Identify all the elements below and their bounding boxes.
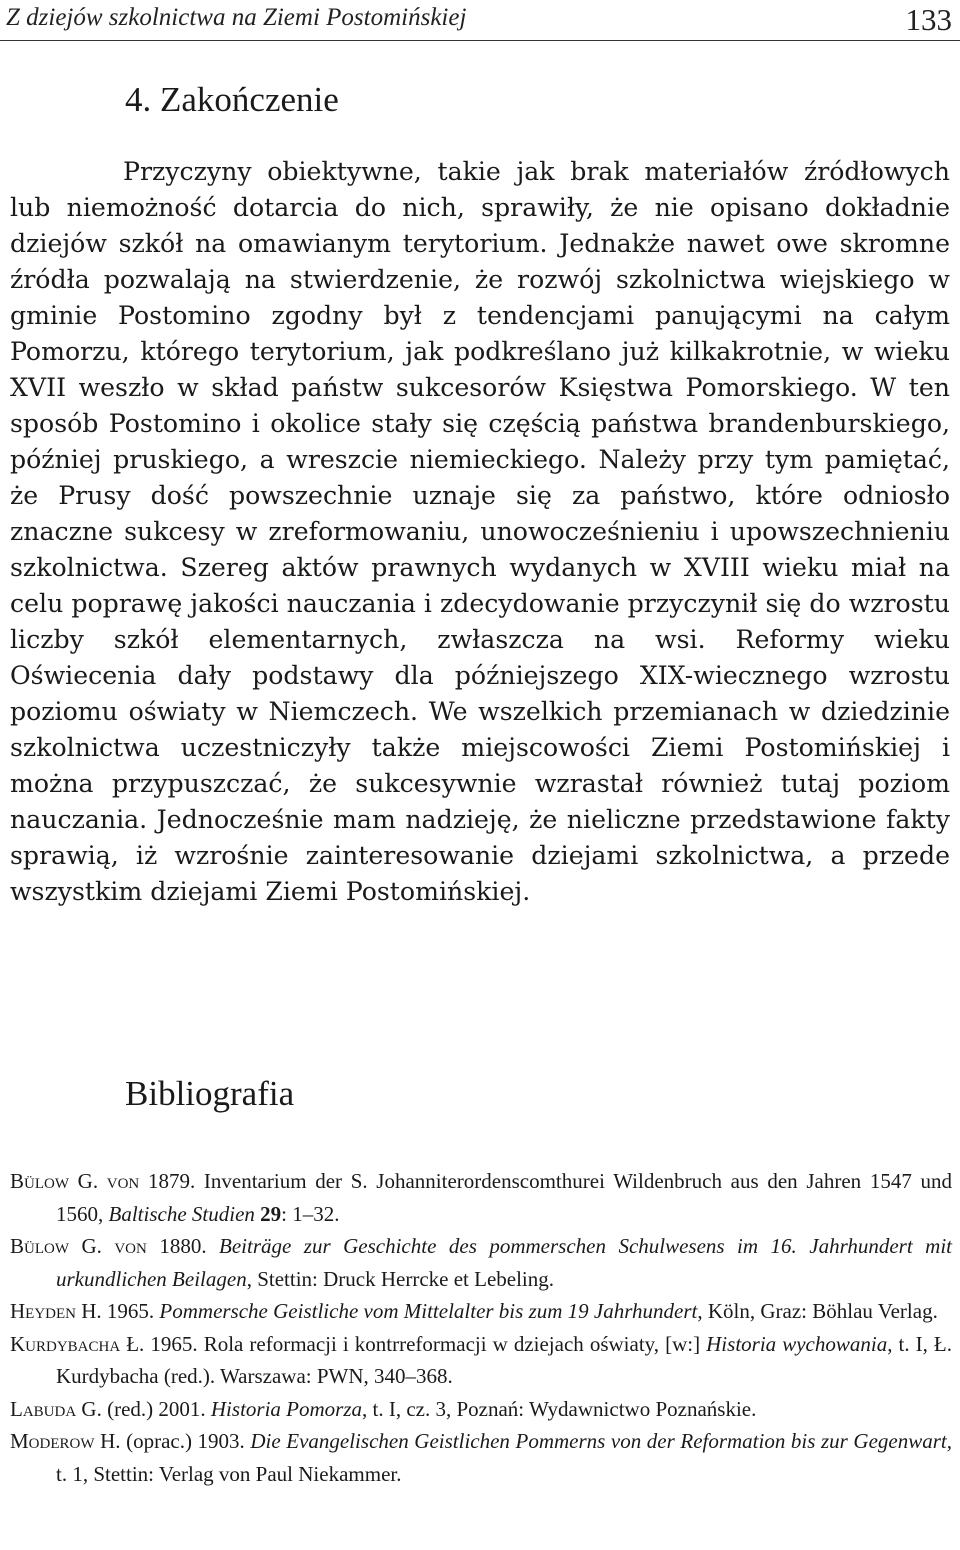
- bib-title: Die Evangelischen Geistlichen Pommerns von der Reformation bis zur Gegenwart,: [250, 1429, 953, 1453]
- page-number: 133: [905, 2, 952, 37]
- bib-rest: , t. I, Ł. Kurdybacha (red.). Warszawa: PWN, 340–368.: [56, 1331, 953, 1388]
- bib-rest: t. 1, Stettin: Verlag von Paul Niekammer.: [56, 1461, 402, 1486]
- bib-author: Labuda G.: [10, 1396, 102, 1421]
- bibliography-list: [10, 1165, 952, 1490]
- running-title: Z dziejów szkolnictwa na Ziemi Postomińskiej: [6, 4, 467, 31]
- bib-title: Pommersche Geistliche vom Mittelalter bis zum 19 Jahrhundert: [159, 1299, 698, 1323]
- bib-title: Historia Pomorza: [210, 1396, 362, 1421]
- bib-entry: [10, 1425, 952, 1490]
- bib-journal: Baltische Studien: [108, 1201, 255, 1226]
- bib-author: Bülow G. von: [10, 1169, 140, 1193]
- bib-rest: , t. I, cz. 3, Poznań: Wydawnictwo Poznańskie.: [362, 1396, 757, 1421]
- bib-author: Bülow G. von: [10, 1234, 147, 1258]
- bib-year: (red.) 2001.: [107, 1396, 206, 1421]
- body-text: [10, 154, 950, 910]
- bib-title: Inventarium der S. Johanniterordenscomthurei Wildenbruch aus den Jahren 1547 und 1560,: [56, 1169, 953, 1226]
- running-header: [0, 0, 960, 40]
- bib-entry: [10, 1230, 952, 1295]
- bib-rest: , Stettin: Druck Herrcke et Lebeling.: [246, 1266, 555, 1291]
- bib-year: 1879.: [147, 1169, 196, 1193]
- bib-entry: [10, 1165, 952, 1230]
- bib-year: 1965.: [150, 1331, 198, 1356]
- bib-year: (oprac.) 1903.: [126, 1429, 245, 1453]
- bib-year: 1880.: [159, 1234, 207, 1258]
- bib-entry: [10, 1295, 952, 1328]
- bibliography-heading: Bibliografia: [125, 1074, 295, 1113]
- bib-author: Kurdybacha Ł.: [10, 1331, 145, 1356]
- bib-entry: [10, 1328, 952, 1393]
- bib-author: Moderow H.: [10, 1429, 121, 1453]
- bib-year: 1965.: [106, 1299, 155, 1323]
- bib-title: Historia wychowania: [706, 1331, 888, 1356]
- body-paragraph: Przyczyny obiektywne, takie jak brak materiałów źródłowych lub niemożność dotarcia do nich, sprawiły, że nie opisano dokładnie dziejów szkół na omawianym terytorium. Jednakże nawet owe skromne źródła pozwalają na stwierdzenie, że rozwój szkolnictwa wiejskiego w gminie Postomino zgodny był z tendencjami panującymi na całym Pomorzu, którego terytorium, jak podkreślano już kilkakrotnie, w wieku XVII weszło w skład państw sukcesorów Księstwa Pomorskiego. W ten sposób Postomino i okolice stały się częścią państwa brandenburskiego, później pruskiego, a wreszcie niemieckiego. Należy przy tym pamiętać, że Prusy dość powszechnie uznaje się za państwo, które odniosło znaczne sukcesy w zreformowaniu, unowocześnieniu i upowszechnieniu szkolnictwa. Szereg aktów prawnych wydanych w XVIII wieku miał na celu poprawę jakości nauczania i zdecydowanie przyczynił się do wzrostu liczby szkół elementarnych, zwłaszcza na wsi. Reformy wieku Oświecenia dały podstawy dla późniejszego XIX-wiecznego wzrostu poziomu oświaty w Niemczech. We wszelkich przemianach w dziedzinie szkolnictwa uczestniczyły także miejscowości Ziemi Postomińskiej i można przypuszczać, że sukcesywnie wzrastał również tutaj poziom nauczania. Jednocześnie mam nadzieję, że nieliczne przedstawione fakty sprawią, iż wzrośnie zainteresowanie dziejami szkolnictwa, a przede wszystkim dziejami Ziemi Postomińskiej.: [10, 157, 950, 906]
- header-rule: [0, 40, 960, 41]
- bib-pages: : 1–32.: [281, 1201, 340, 1226]
- bib-title: Beiträge zur Geschichte des pommerschen Schulwesens im 16. Jahrhundert mit urkundlichen Beilagen: [56, 1234, 952, 1291]
- bib-pre: Rola reformacji i kontrreformacji w dziejach oświaty, [w:]: [203, 1331, 701, 1356]
- section-title: 4. Zakończenie: [125, 80, 339, 119]
- bib-entry: [10, 1393, 952, 1426]
- bib-author: Heyden H.: [10, 1299, 102, 1323]
- bib-rest: , Köln, Graz: Böhlau Verlag.: [697, 1299, 938, 1323]
- bib-volume: 29: [260, 1201, 282, 1226]
